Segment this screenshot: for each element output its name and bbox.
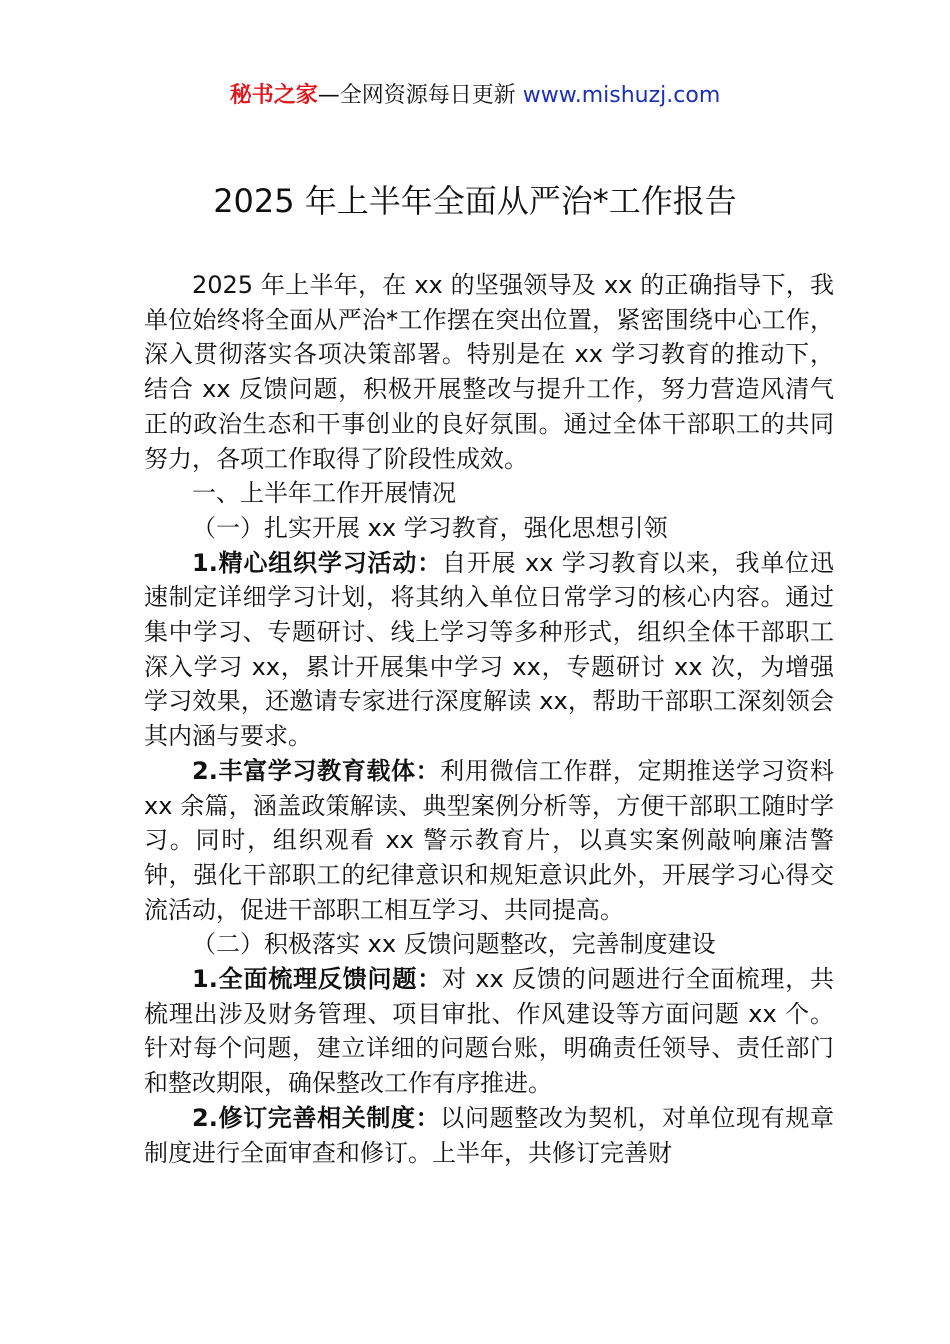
header-tagline: —全网资源每日更新 [317, 83, 523, 108]
body-paragraph [144, 962, 834, 1101]
intro-paragraph: 2025 年上半年，在 xx 的坚强领导及 xx 的正确指导下，我单位始终将全面从严治*工作摆在突出位置，紧密围绕中心工作，深入贯彻落实各项决策部署。特别是在 xx 学习教育的推动下，结合 xx 反馈问题，积极开展整改与提升工作，努力营造风清气正的政治生态和干事创业的良好氛围。通过全体干部职工的共同努力，各项工作取得了阶段性成效。 [144, 271, 834, 473]
paragraph-label: 2.修订完善相关制度： [192, 1103, 441, 1132]
body-paragraph [144, 754, 834, 928]
body-paragraph [144, 1101, 834, 1170]
document-title: 2025 年上半年全面从严治*工作报告 [213, 182, 737, 220]
subsection-heading: （一）扎实开展 xx 学习教育，强化思想引领 [192, 513, 668, 542]
site-url: www.mishuzj.com [522, 83, 721, 108]
paragraph-label: 1.精心组织学习活动： [192, 548, 443, 577]
document-body [144, 268, 834, 1170]
paragraph-label: 2.丰富学习教育载体： [192, 756, 441, 785]
paragraph-text: 利用微信工作群，定期推送学习资料 xx 余篇，涵盖政策解读、典型案例分析等，方便干部职工随时学习。同时，组织观看 xx 警示教育片，以真实案例敲响廉洁警钟，强化干部职工的纪律意识和规矩意识此外，开展学习心得交流活动，促进干部职工相互学习、共同提高。 [144, 756, 834, 924]
site-header [0, 80, 950, 112]
paragraph-text: 自开展 xx 学习教育以来，我单位迅速制定详细学习计划，将其纳入单位日常学习的核心内容。通过集中学习、专题研讨、线上学习等多种形式，组织全体干部职工深入学习 xx，累计开展集中学习 xx，专题研讨 xx 次，为增强学习效果，还邀请专家进行深度解读 xx，帮助干部职工深刻领会其内涵与要求。 [144, 548, 834, 751]
brand-name: 秘书之家 [229, 83, 318, 108]
paragraph-label: 1.全面梳理反馈问题： [192, 965, 443, 994]
subsection-heading: （二）积极落实 xx 反馈问题整改，完善制度建设 [192, 930, 716, 959]
paragraph-text: 以问题整改为契机，对单位现有规章制度进行全面审查和修订。上半年，共修订完善财 [144, 1103, 834, 1167]
paragraph-text: 对 xx 反馈的问题进行全面梳理，共梳理出涉及财务管理、项目审批、作风建设等方面问题 xx 个。针对每个问题，建立详细的问题台账，明确责任领导、责任部门和整改期限，确保整改工作有序推进。 [144, 965, 834, 1098]
body-paragraph [144, 546, 834, 754]
section-heading: 一、上半年工作开展情况 [192, 479, 456, 508]
